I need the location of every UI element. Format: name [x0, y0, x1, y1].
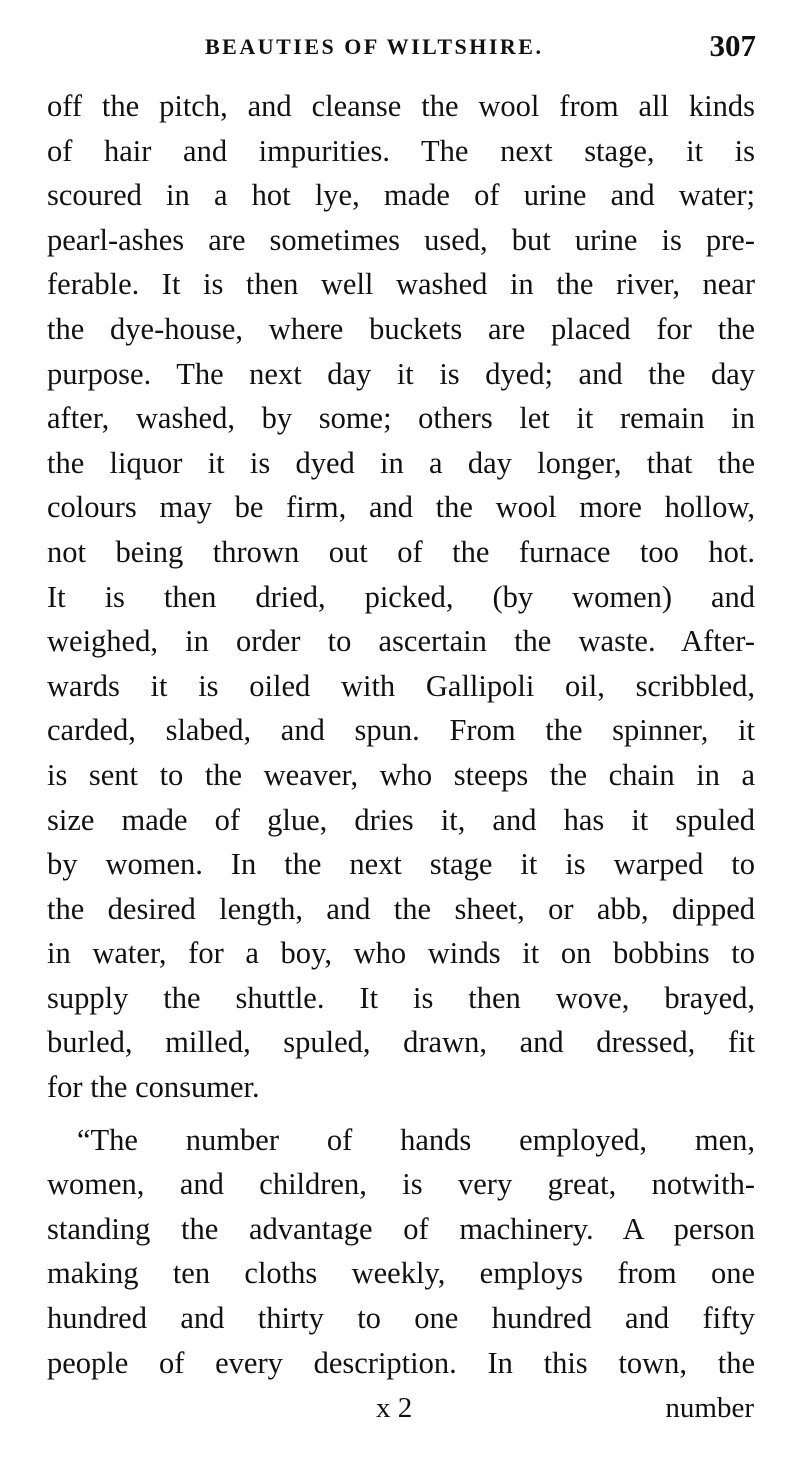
page-footer: [0, 1392, 800, 1432]
text-line: ferable. It is then well washed in the river, near: [47, 267, 755, 302]
paragraph-gap: [47, 1110, 755, 1118]
page-header: [0, 28, 800, 68]
text-line: It is then dried, picked, (by women) and: [47, 579, 755, 614]
text-line: the liquor it is dyed in a day longer, that the: [47, 445, 755, 480]
text-line: by women. In the next stage it is warped to: [47, 847, 755, 882]
text-line: pearl-ashes are sometimes used, but urine is pre-: [47, 222, 755, 257]
text-line: standing the advantage of machinery. A person: [47, 1211, 755, 1246]
text-line: wards it is oiled with Gallipoli oil, scribbled,: [47, 668, 755, 703]
text-line: size made of glue, dries it, and has it spuled: [47, 802, 755, 837]
text-line: “The number of hands employed, men,: [77, 1122, 755, 1157]
text-line: people of every description. In this town, the: [47, 1345, 755, 1380]
text-line: burled, milled, spuled, drawn, and dressed, fit: [47, 1025, 755, 1060]
paragraph: [47, 84, 755, 1110]
text-line: of hair and impurities. The next stage, it is: [47, 133, 755, 168]
text-line: after, washed, by some; others let it remain in: [47, 401, 755, 436]
text-line: weighed, in order to ascertain the waste. After-: [47, 624, 755, 659]
paragraph: [47, 1118, 755, 1386]
catchword: number: [665, 1392, 754, 1424]
text-line: purpose. The next day it is dyed; and the day: [47, 356, 755, 391]
text-line: in water, for a boy, who winds it on bobbins to: [47, 936, 755, 971]
text-line: women, and children, is very great, notwith-: [47, 1167, 755, 1202]
text-line: carded, slabed, and spun. From the spinner, it: [47, 713, 755, 748]
text-line: making ten cloths weekly, employs from one: [47, 1256, 755, 1291]
body-text: [47, 84, 755, 1385]
text-line: the desired length, and the sheet, or abb, dipped: [47, 891, 755, 926]
printer-signature-mark: x 2: [376, 1392, 413, 1424]
text-line: the dye-house, where buckets are placed for the: [47, 311, 755, 346]
text-line: off the pitch, and cleanse the wool from all kinds: [47, 89, 755, 123]
text-line: for the consumer.: [47, 1070, 260, 1105]
text-line: colours may be firm, and the wool more hollow,: [47, 490, 755, 525]
text-line: hundred and thirty to one hundred and fifty: [47, 1301, 755, 1336]
text-line: not being thrown out of the furnace too hot.: [47, 534, 755, 569]
page-number: 307: [709, 28, 756, 63]
text-line: scoured in a hot lye, made of urine and water;: [47, 178, 755, 213]
text-line: is sent to the weaver, who steeps the chain in a: [47, 757, 755, 792]
text-line: supply the shuttle. It is then wove, brayed,: [47, 980, 755, 1015]
running-title: BEAUTIES OF WILTSHIRE.: [205, 34, 544, 59]
